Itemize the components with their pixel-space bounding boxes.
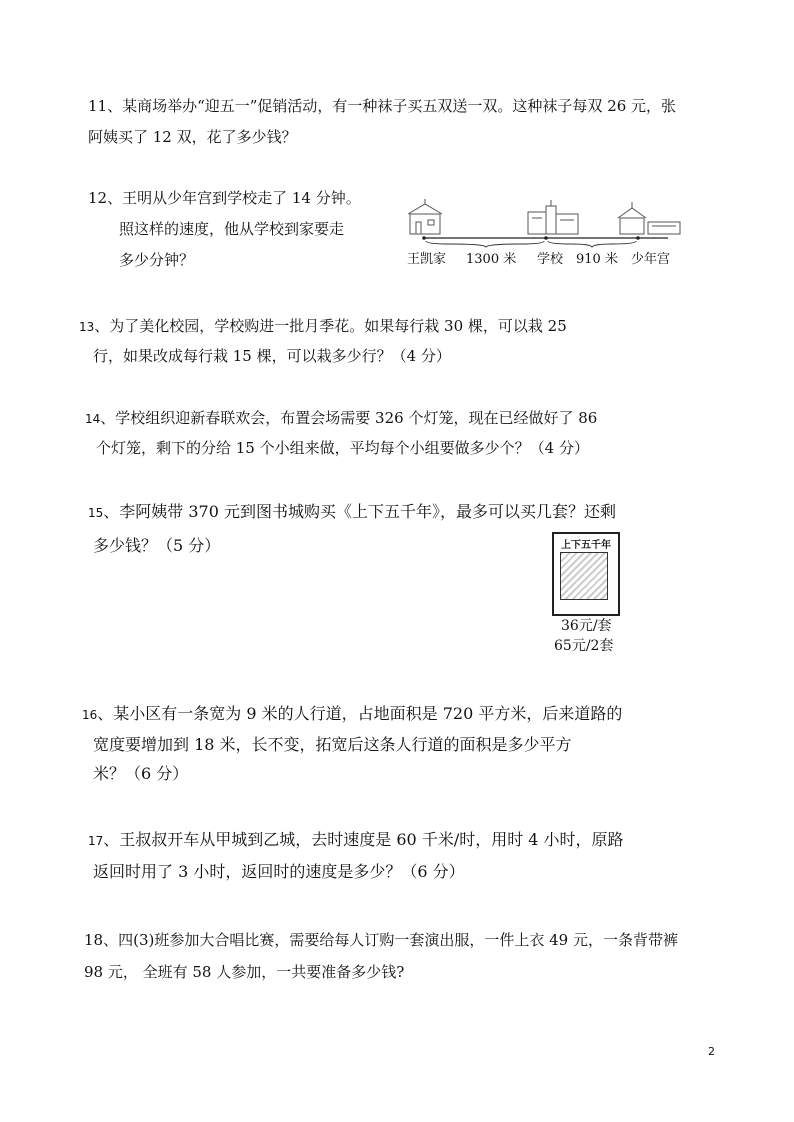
route-label-palace: 少年宫 [631, 252, 671, 267]
problem-12-line-1: 12、王明从少年宫到学校走了 14 分钟。 [88, 189, 361, 207]
problem-16-line-2: 宽度要增加到 18 米，长不变，拓宽后这条人行道的面积是多少平方 [93, 735, 572, 754]
problem-17-line-2: 返回时用了 3 小时，返回时的速度是多少？（6 分） [93, 862, 465, 881]
home-building-icon [408, 199, 442, 234]
route-label-distance-1: 1300 米 [466, 252, 517, 267]
problem-11-line-2: 阿姨买了 12 双，花了多少钱？ [88, 128, 297, 146]
book-title: 上下五千年 [561, 540, 611, 551]
route-diagram [400, 196, 690, 248]
page-number: 2 [708, 1045, 715, 1058]
problem-13-line-1 [79, 316, 567, 337]
book-illustration [552, 532, 620, 616]
problem-15-text-1: 、李阿姨带 370 元到图书城购买《上下五千年》，最多可以买几套？还剩 [103, 502, 616, 521]
route-label-distance-2: 910 米 [576, 252, 618, 267]
route-label-school: 学校 [537, 252, 564, 267]
problem-16-line-3: 米？（6 分） [93, 764, 189, 783]
problem-17-text-1: 、王叔叔开车从甲城到乙城，去时速度是 60 千米/时，用时 4 小时，原路 [103, 830, 624, 849]
problem-12-line-2: 照这样的速度，他从学校到家要走 [119, 220, 345, 238]
book-price-double: 65元/2套 [554, 638, 614, 654]
book-price-single: 36元/套 [561, 618, 612, 634]
problem-14-line-2: 个灯笼，剩下的分给 15 个小组来做，平均每个小组要做多少个？（4 分） [96, 439, 589, 457]
problem-17-number: 17 [88, 834, 104, 848]
problem-18-line-2: 98 元， 全班有 58 人参加，一共要准备多少钱? [84, 963, 405, 981]
problem-13-number: 13 [79, 320, 95, 334]
route-label-home: 王凯家 [407, 252, 447, 267]
problem-15-line-2: 多少钱？（5 分） [93, 536, 221, 555]
problem-16-text-1: 、某小区有一条宽为 9 米的人行道，占地面积是 720 平方米，后来道路的 [97, 704, 623, 723]
problem-17-line-1 [88, 830, 624, 851]
problem-15-line-1 [88, 502, 616, 523]
problem-13-text-1: 、为了美化校园，学校购进一批月季花。如果每行栽 30 棵，可以栽 25 [94, 317, 567, 335]
book-cover-art [560, 552, 608, 600]
problem-14-line-1 [85, 408, 597, 429]
youth-palace-icon [618, 202, 680, 234]
problem-16-line-1 [82, 704, 622, 725]
problem-14-text-1: 、学校组织迎新春联欢会，布置会场需要 326 个灯笼，现在已经做好了 86 [100, 409, 598, 427]
problem-13-line-2: 行，如果改成每行栽 15 棵，可以栽多少行？（4 分） [93, 347, 451, 365]
problem-18-line-1: 18、四(3)班参加大合唱比赛，需要给每人订购一套演出服，一件上衣 49 元，一条背带裤 [84, 931, 678, 949]
problem-16-number: 16 [82, 708, 98, 722]
school-building-icon [528, 200, 578, 234]
problem-15-number: 15 [88, 506, 104, 520]
problem-14-number: 14 [85, 412, 101, 426]
problem-11-line-1: 11、某商场举办“迎五一”促销活动，有一种袜子买五双送一双。这种袜子每双 26 元，张 [88, 97, 677, 115]
problem-12-line-3: 多少分钟？ [119, 251, 195, 269]
